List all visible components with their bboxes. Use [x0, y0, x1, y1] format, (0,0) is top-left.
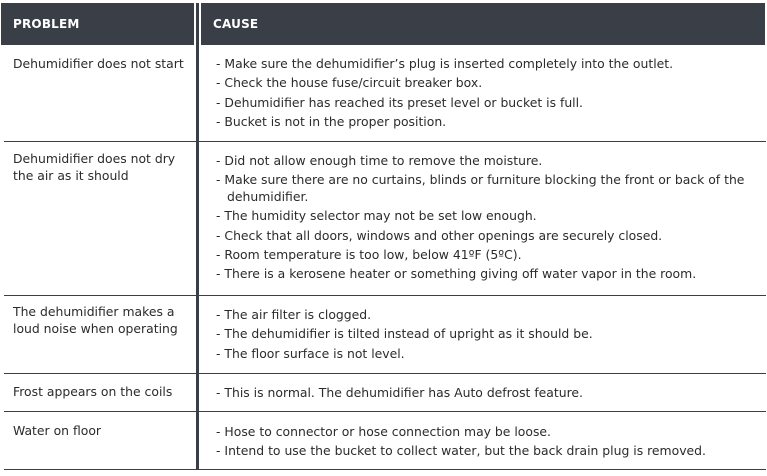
cause-item: - Did not allow enough time to remove the moisture.: [216, 153, 761, 170]
cause-item: - Dehumidifier has reached its preset level or bucket is full.: [216, 95, 761, 112]
cause-item: - The dehumidifier is tilted instead of upright as it should be.: [216, 326, 761, 343]
column-divider: [196, 3, 199, 469]
row-divider: [4, 411, 766, 412]
cause-item: - Room temperature is too low, below 41ºF (5ºC).: [216, 247, 761, 264]
cause-item: - Hose to connector or hose connection may be loose.: [216, 424, 761, 441]
row-divider: [4, 469, 766, 470]
cause-item: - The air filter is clogged.: [216, 307, 761, 324]
cause-item: - Check that all doors, windows and other openings are securely closed.: [216, 228, 761, 245]
row-divider: [4, 141, 766, 142]
cause-list-loud-noise: [216, 307, 761, 365]
problem-cell-no-start: Dehumidifier does not start: [13, 56, 184, 71]
row-divider: [4, 295, 766, 296]
cause-item: - Bucket is not in the proper position.: [216, 114, 761, 131]
cause-item: - Check the house fuse/circuit breaker box.: [216, 75, 761, 92]
cause-list-water-floor: [216, 424, 761, 463]
cause-list-frost: [216, 385, 761, 404]
cause-list-not-drying: [216, 153, 761, 286]
cause-item: - Make sure the dehumidifier’s plug is inserted completely into the outlet.: [216, 56, 761, 73]
cause-column-header: CAUSE: [201, 3, 765, 45]
table-header: [0, 0, 767, 46]
cause-item: - This is normal. The dehumidifier has Auto defrost feature.: [216, 385, 761, 402]
problem-column-header: PROBLEM: [1, 3, 194, 45]
cause-item: - Make sure there are no curtains, blinds or furniture blocking the front or back of the dehumidifier.: [216, 172, 761, 205]
cause-item: - There is a kerosene heater or something giving off water vapor in the room.: [216, 266, 761, 283]
problem-cell-not-drying: Dehumidifier does not dry the air as it should: [13, 151, 176, 183]
cause-item: - The floor surface is not level.: [216, 346, 761, 363]
problem-cell-frost: Frost appears on the coils: [13, 384, 173, 399]
row-divider: [4, 373, 766, 374]
cause-list-no-start: [216, 56, 761, 134]
problem-cell-water-floor: Water on floor: [13, 423, 101, 438]
cause-item: - Intend to use the bucket to collect water, but the back drain plug is removed.: [216, 443, 761, 460]
problem-cell-loud-noise: The dehumidifier makes a loud noise when operating: [13, 304, 178, 336]
cause-item: - The humidity selector may not be set low enough.: [216, 208, 761, 225]
